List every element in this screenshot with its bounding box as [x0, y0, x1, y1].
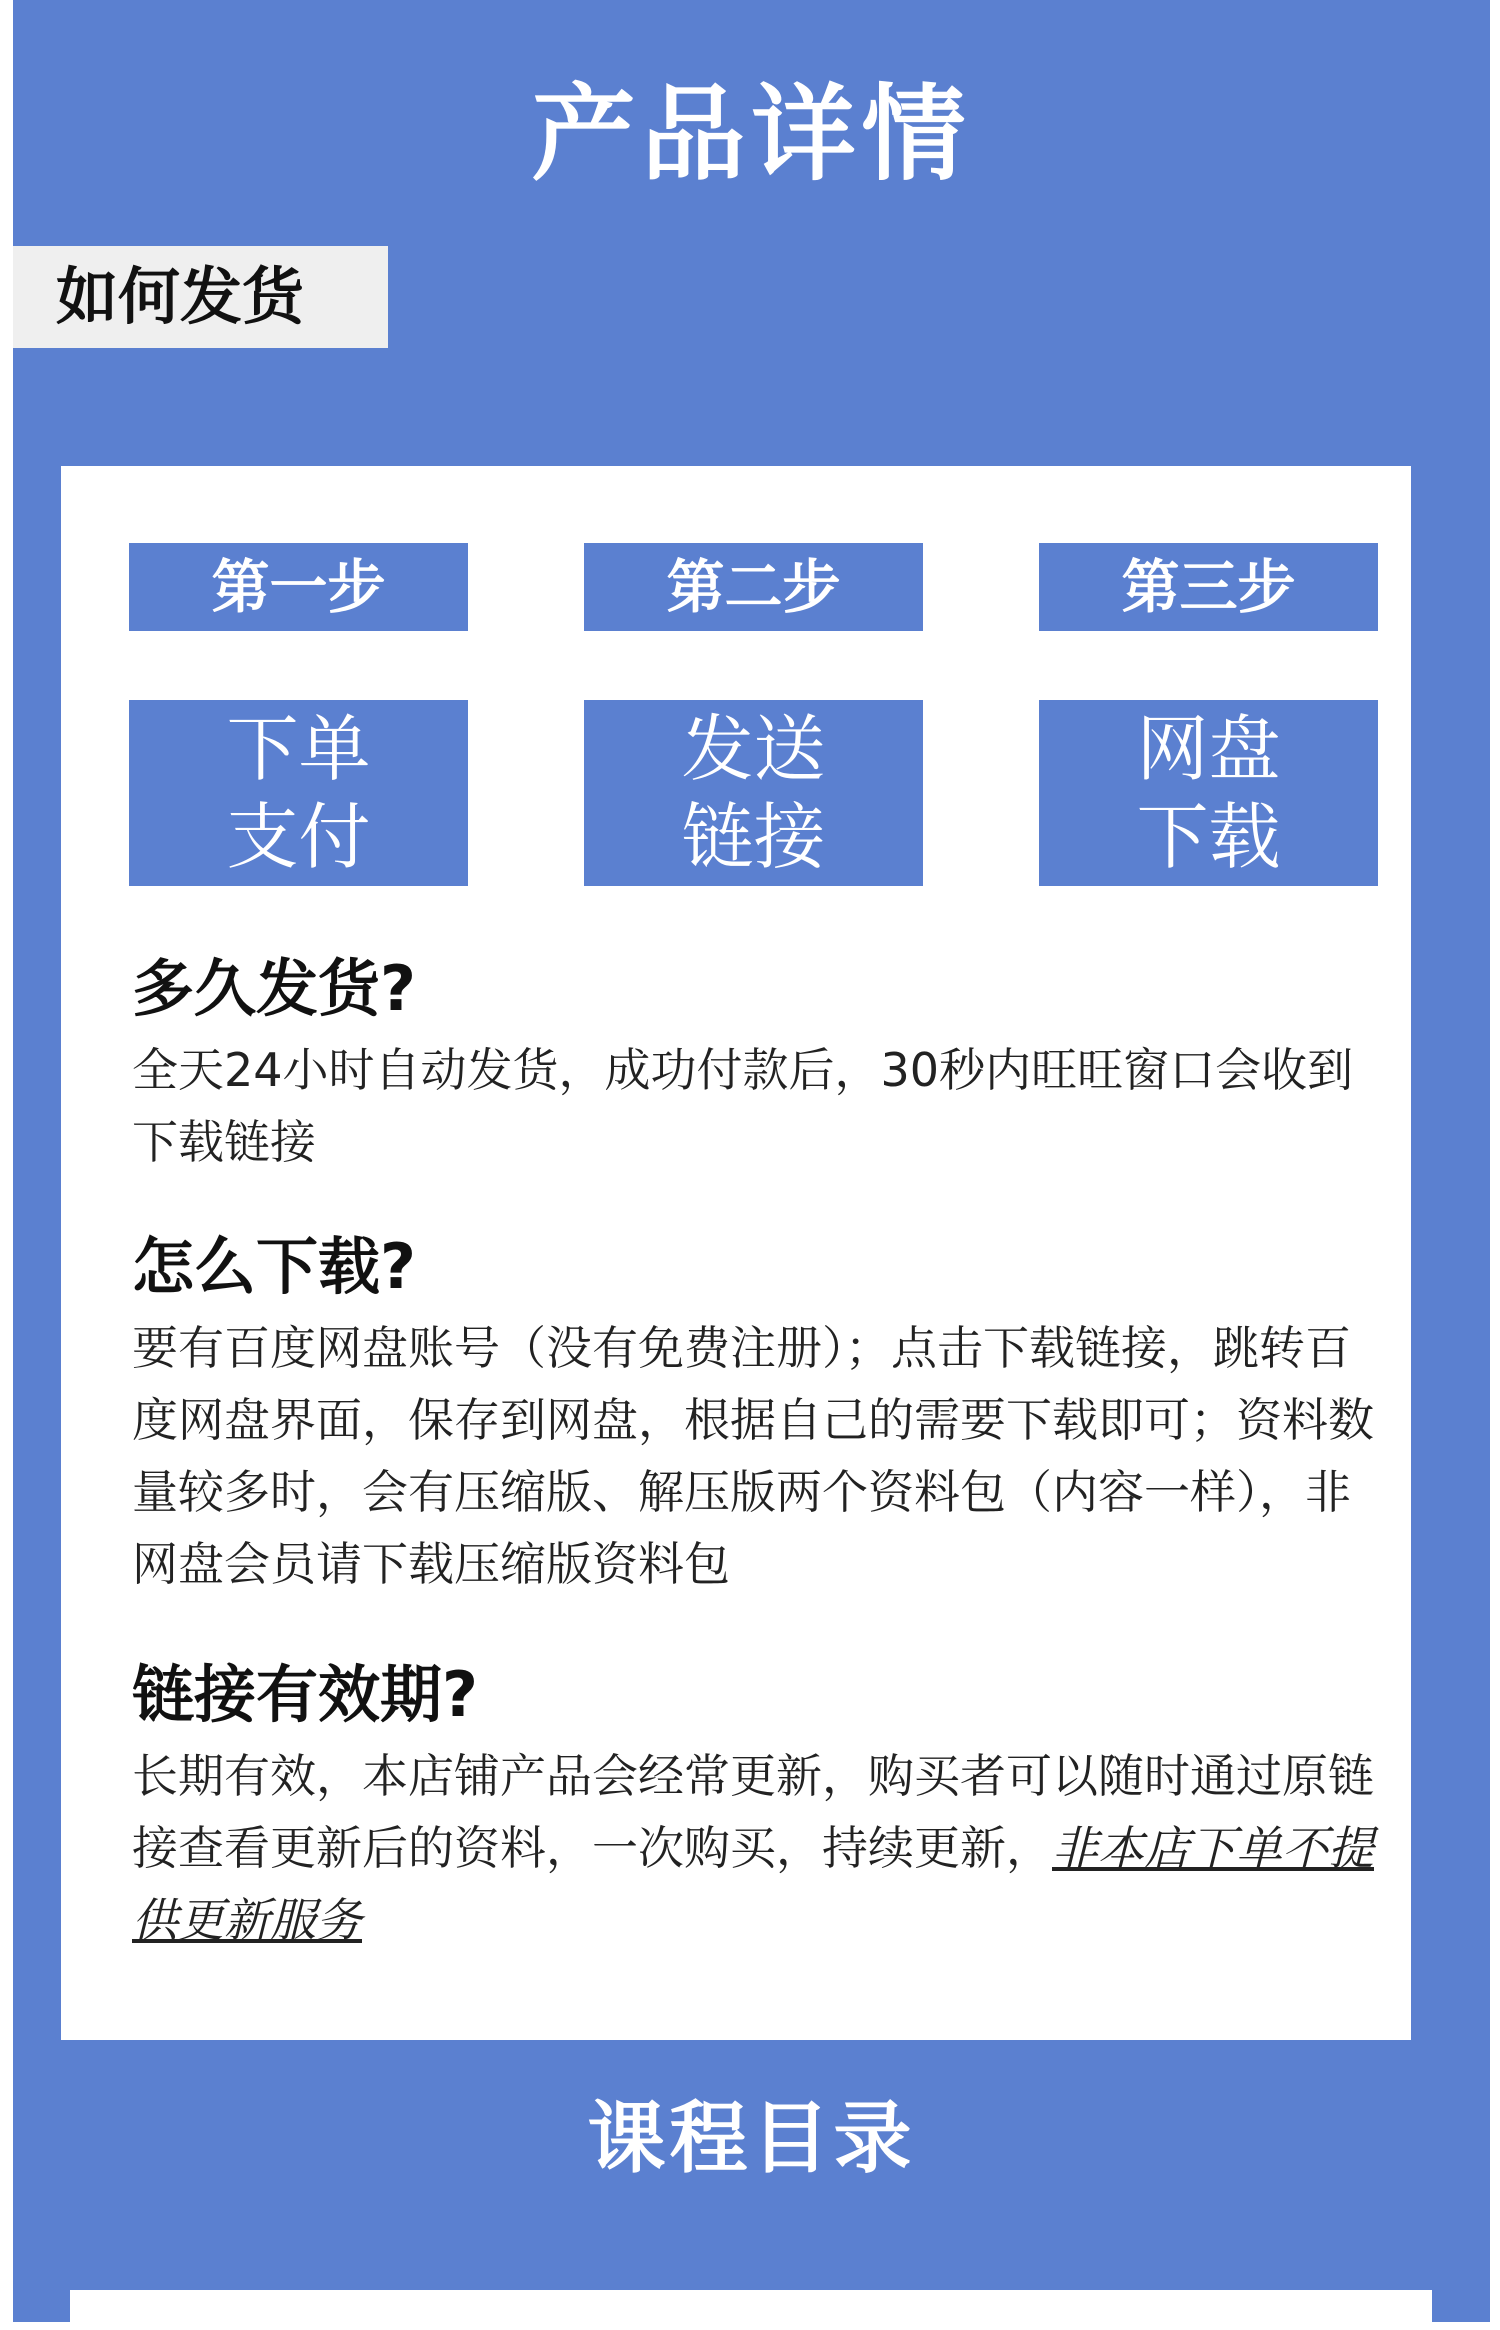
faq-answer-validity — [132, 1740, 1377, 1956]
step-2-line-1: 发送 — [681, 707, 826, 791]
course-catalog-card — [70, 2290, 1432, 2330]
course-catalog-title: 课程目录 — [587, 2094, 916, 2184]
faq-answer-validity-text: 长期有效，本店铺产品会经常更新，购买者可以随时通过原链接查看更新后的资料，一次购买，持续更新， — [132, 1749, 1374, 1875]
step-2-line-2: 链接 — [681, 795, 826, 879]
step-3-line-2: 下载 — [1136, 795, 1281, 879]
page-title: 产品详情 — [531, 73, 972, 195]
step-1-header: 第一步 — [129, 543, 468, 631]
product-detail-panel — [13, 0, 1490, 2322]
faq-answer-download: 要有百度网盘账号（没有免费注册）；点击下载链接，跳转百度网盘界面，保存到网盘，根据自己的需要下载即可；资料数量较多时，会有压缩版、解压版两个资料包（内容一样），非网盘会员请下载压缩版资料包 — [132, 1321, 1374, 1591]
step-1-body — [129, 700, 468, 886]
shipping-tag-label: 如何发货 — [56, 260, 305, 333]
faq-question-validity: 链接有效期? — [132, 1658, 478, 1731]
step-2-body — [584, 700, 923, 886]
faq-question-shipping-time: 多久发货? — [132, 952, 416, 1025]
step-1-line-1: 下单 — [226, 707, 371, 791]
faq-answer-shipping-time: 全天24小时自动发货，成功付款后，30秒内旺旺窗口会收到下载链接 — [132, 1043, 1354, 1169]
step-3-header: 第三步 — [1039, 543, 1378, 631]
shipping-info-card — [61, 466, 1411, 2040]
faq-question-download: 怎么下载? — [132, 1230, 416, 1303]
step-3-body — [1039, 700, 1378, 886]
shipping-tag — [13, 246, 388, 348]
step-1-line-2: 支付 — [226, 795, 371, 879]
step-3-line-1: 网盘 — [1136, 707, 1281, 791]
step-2-header: 第二步 — [584, 543, 923, 631]
faq-answer-validity-emphasis: 非本店下单不提供更新服务 — [132, 1821, 1374, 1947]
